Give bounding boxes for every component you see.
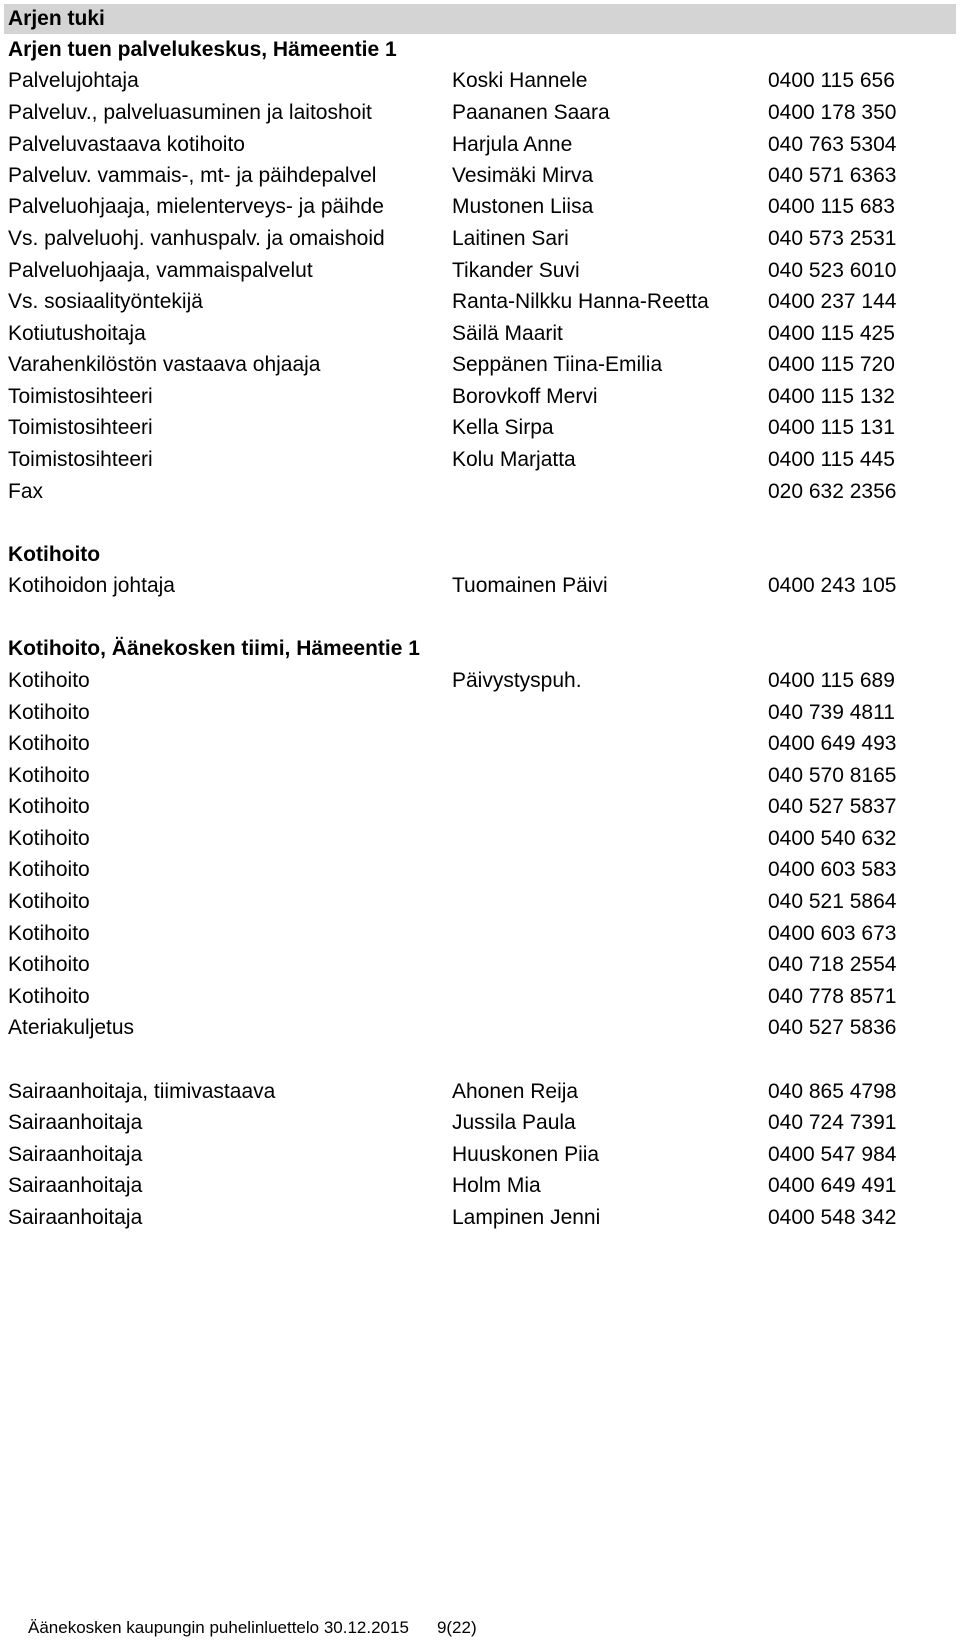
row-role: Sairaanhoitaja — [8, 1206, 143, 1229]
directory-row — [0, 1078, 960, 1109]
row-role: Kotihoito — [8, 764, 90, 787]
row-role: Sairaanhoitaja, tiimivastaava — [8, 1080, 276, 1103]
subsection-title: Kotihoito, Äänekosken tiimi, Hämeentie 1 — [8, 637, 420, 660]
row-phone: 0400 115 683 — [768, 195, 895, 218]
row-role: Kotihoito — [8, 827, 90, 850]
directory-row — [0, 667, 960, 698]
row-phone: 0400 178 350 — [768, 101, 897, 124]
row-phone: 040 739 4811 — [768, 701, 895, 724]
row-role: Kotiutushoitaja — [8, 322, 146, 345]
row-phone: 0400 548 342 — [768, 1206, 897, 1229]
row-phone: 040 778 8571 — [768, 985, 897, 1008]
row-phone: 0400 115 425 — [768, 322, 895, 345]
row-phone: 0400 540 632 — [768, 827, 897, 850]
row-role: Kotihoito — [8, 732, 90, 755]
directory-row — [0, 1204, 960, 1235]
directory-row — [0, 1014, 960, 1045]
row-phone: 0400 649 491 — [768, 1174, 897, 1197]
directory-row — [0, 920, 960, 951]
directory-row — [0, 1172, 960, 1203]
directory-row — [0, 320, 960, 351]
row-phone: 0400 115 132 — [768, 385, 895, 408]
subsection-title: Kotihoito — [8, 543, 101, 566]
row-role: Kotihoito — [8, 890, 90, 913]
row-role: Palveluohjaaja, vammaispalvelut — [8, 259, 313, 282]
directory-row — [0, 162, 960, 193]
row-role: Kotihoito — [8, 858, 90, 881]
directory-row — [0, 99, 960, 130]
section-header — [4, 4, 956, 34]
row-role: Palveluv., palveluasuminen ja laitoshoit — [8, 101, 372, 124]
row-name: Seppänen Tiina-Emilia — [452, 353, 663, 376]
directory-row — [0, 383, 960, 414]
row-name: Tikander Suvi — [452, 259, 580, 282]
subsection-heading — [0, 541, 960, 572]
row-phone: 020 632 2356 — [768, 480, 897, 503]
row-name: Säilä Maarit — [452, 322, 563, 345]
row-name: Koski Hannele — [452, 69, 588, 92]
directory-row — [0, 67, 960, 98]
directory-row — [0, 414, 960, 445]
row-phone: 040 527 5837 — [768, 795, 897, 818]
row-phone: 040 718 2554 — [768, 953, 897, 976]
row-role: Toimistosihteeri — [8, 385, 153, 408]
row-name: Vesimäki Mirva — [452, 164, 594, 187]
row-role: Ateriakuljetus — [8, 1016, 135, 1039]
row-role: Varahenkilöstön vastaava ohjaaja — [8, 353, 321, 376]
row-role: Toimistosihteeri — [8, 416, 153, 439]
row-role: Sairaanhoitaja — [8, 1174, 143, 1197]
row-role: Palveluohjaaja, mielenterveys- ja päihde — [8, 195, 384, 218]
row-name: Jussila Paula — [452, 1111, 576, 1134]
directory-row — [0, 351, 960, 382]
directory-row — [0, 762, 960, 793]
directory-row — [0, 856, 960, 887]
footer-text: Äänekosken kaupungin puhelinluettelo 30.12.2015 — [28, 1618, 409, 1637]
row-role: Kotihoito — [8, 669, 90, 692]
row-phone: 0400 115 720 — [768, 353, 895, 376]
row-name: Harjula Anne — [452, 133, 573, 156]
row-phone: 040 527 5836 — [768, 1016, 897, 1039]
directory-row — [0, 793, 960, 824]
row-name: Borovkoff Mervi — [452, 385, 598, 408]
directory-row — [0, 572, 960, 603]
row-name: Tuomainen Päivi — [452, 574, 608, 597]
row-role: Kotihoidon johtaja — [8, 574, 175, 597]
row-role: Toimistosihteeri — [8, 448, 153, 471]
section-title: Arjen tuki — [8, 7, 105, 30]
row-phone: 0400 547 984 — [768, 1143, 897, 1166]
row-role: Palveluvastaava kotihoito — [8, 133, 245, 156]
row-phone: 0400 115 656 — [768, 69, 895, 92]
directory-row — [0, 193, 960, 224]
row-name: Kella Sirpa — [452, 416, 554, 439]
row-name: Laitinen Sari — [452, 227, 569, 250]
row-name: Paananen Saara — [452, 101, 610, 124]
directory-row — [0, 478, 960, 509]
directory-row — [0, 825, 960, 856]
row-role: Kotihoito — [8, 953, 90, 976]
row-phone: 040 724 7391 — [768, 1111, 897, 1134]
directory-row — [0, 888, 960, 919]
row-name: Huuskonen Piia — [452, 1143, 600, 1166]
row-role: Vs. palveluohj. vanhuspalv. ja omaishoid — [8, 227, 385, 250]
row-name: Kolu Marjatta — [452, 448, 576, 471]
subsection-heading — [0, 36, 960, 67]
row-name: Mustonen Liisa — [452, 195, 594, 218]
row-name: Holm Mia — [452, 1174, 541, 1197]
row-phone: 0400 115 131 — [768, 416, 895, 439]
row-phone: 040 571 6363 — [768, 164, 897, 187]
directory-row — [0, 983, 960, 1014]
row-role: Kotihoito — [8, 985, 90, 1008]
row-role: Kotihoito — [8, 922, 90, 945]
directory-row — [0, 257, 960, 288]
row-phone: 0400 243 105 — [768, 574, 897, 597]
row-phone: 0400 237 144 — [768, 290, 897, 313]
subsection-title: Arjen tuen palvelukeskus, Hämeentie 1 — [8, 38, 397, 61]
row-phone: 040 573 2531 — [768, 227, 897, 250]
row-role: Kotihoito — [8, 795, 90, 818]
row-role: Vs. sosiaalityöntekijä — [8, 290, 203, 313]
row-phone: 040 865 4798 — [768, 1080, 897, 1103]
directory-row — [0, 225, 960, 256]
row-name: Lampinen Jenni — [452, 1206, 601, 1229]
page-footer — [28, 1618, 477, 1638]
directory-row — [0, 730, 960, 761]
row-role: Palvelujohtaja — [8, 69, 139, 92]
directory-row — [0, 288, 960, 319]
row-role: Fax — [8, 480, 44, 503]
subsection-heading — [0, 635, 960, 666]
row-role: Sairaanhoitaja — [8, 1143, 143, 1166]
row-phone: 0400 603 673 — [768, 922, 897, 945]
directory-row — [0, 951, 960, 982]
directory-row — [0, 446, 960, 477]
row-name: Päivystyspuh. — [452, 669, 582, 692]
row-phone: 040 521 5864 — [768, 890, 897, 913]
row-role: Palveluv. vammais-, mt- ja päihdepalvel — [8, 164, 377, 187]
row-phone: 0400 603 583 — [768, 858, 897, 881]
row-name: Ranta-Nilkku Hanna-Reetta — [452, 290, 709, 313]
directory-row — [0, 1141, 960, 1172]
row-name: Ahonen Reija — [452, 1080, 579, 1103]
row-phone: 040 763 5304 — [768, 133, 897, 156]
row-phone: 040 570 8165 — [768, 764, 897, 787]
row-role: Sairaanhoitaja — [8, 1111, 143, 1134]
row-phone: 040 523 6010 — [768, 259, 897, 282]
row-phone: 0400 115 689 — [768, 669, 895, 692]
directory-row — [0, 699, 960, 730]
row-phone: 0400 115 445 — [768, 448, 895, 471]
row-role: Kotihoito — [8, 701, 90, 724]
page-number: 9(22) — [436, 1618, 477, 1637]
row-phone: 0400 649 493 — [768, 732, 897, 755]
directory-row — [0, 1109, 960, 1140]
directory-row — [0, 131, 960, 162]
